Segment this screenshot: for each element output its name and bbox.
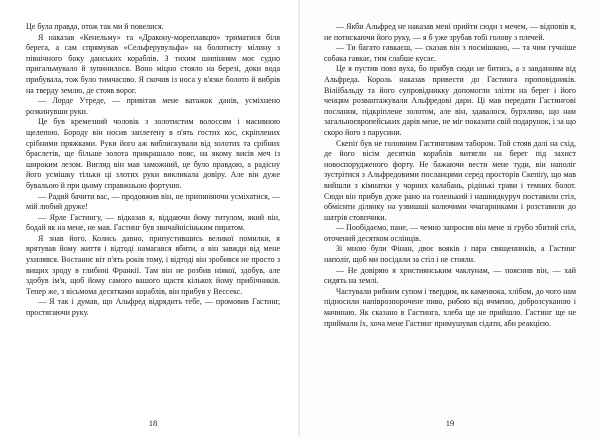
paragraph: — Ярле Гастингу, — відказав я, віддаючи йому титулом, який він, бодай як на мене, не мав. Гастинг був звичайнісіньким пиратом. <box>26 212 280 233</box>
paragraph: Я знав його. Колись давно, припустившись великої помилки, я врятував йому життя і відтоді намагався вбити, а він завжди від мене ухилявся. Востаннє віт п'ять років тому, і відтоді він зробився не просто з вищих зроду в глибині Франкії. Там він не розбив ніякої, здобув, але здобув ім'я, щоб йому самого вашого щастя кількох йому прибічників. Тепер же, з вісьмома десятками кораблів, він прибув у Вессекс. <box>26 233 280 296</box>
paragraph: — Лорде Утреде, — привітав мене ватажок данів, усміхнено розкинувши руки. <box>26 96 280 116</box>
paragraph: Це була правда, отож так ми й повелися. <box>26 22 164 31</box>
left-page-text <box>26 22 280 412</box>
paragraph: Частували рибним супом і твердим, як каменюка, хлібом, до чого нам підносили напіврозпорочене пиво, рибою від ячменю, доброзсуканою і мачинаю. Як сказано в Гастинга, хлеба ще не прийшло. Гастинг ще не приймали їх, хоча мене Гастинг примушував сідати, аби реакцією. <box>324 286 576 328</box>
paragraph: — Радий бачити вас, — продовжив він, не припиняючи усміхатися, — мій любий друже! <box>26 191 280 212</box>
paragraph: Зі мною були Фінан, двоє вояків і пара священників, а Гастинг наполіг, щоб ми посідали за стіл і не стояли. <box>324 244 576 265</box>
paragraph: Це я пустив повз вуха, бо прибув сюди не битись, а з завданням від Альфреда. Король наказав привести до Гастинга проповідників. Віліїбальду та його супровідникку допомогли злізти на берег і його ченцям розвантажували Альфредові дари. Ці мав передати Гастингові послання, підкріплене золотом, але він, здавалося, бурхливо, що нам загальноєвропейських дарів мене, не міг показати свій подарунок, і за що скоро його з парусини. <box>324 64 576 137</box>
right-page <box>300 0 600 437</box>
paragraph: — Я так і думав, що Альфред відрядить тебе, — промовив Гастинг, простягаючи руку. <box>26 297 280 318</box>
paragraph: — Ти багато гавкаєш, — сказав він з посмішкою, — та чим гучніше собака гавкає, тим слабше кусає. <box>324 43 576 63</box>
right-page-text <box>324 22 576 412</box>
paragraph: — Не довіряю я християнським чаклунам, — пояснив він, — хай сидять на землі. <box>324 265 576 286</box>
paragraph: — Пообідаємо, пане, — чемно запросив він мене зі грубо збитий стіл, оточений десятком ослінців. <box>324 223 576 243</box>
paragraph: Це був кремезний чоловік з золотистим волоссям і масивною щелепою. Бороду він носив заплетену в п'ять гостих кос, скріплених срібними пряжками. Руки його аж виблискували від золотих та срібних браслетів, ще більше золота прикрашало пояс, на якому висів меч із широким лезом. Вигляд він мав заможний, це було правдою, а радісну його усмішку тільки ці злотих руки викликала довіру. Але він дуже бувальою й при цьому справжньою фортуню. <box>26 117 280 190</box>
left-page-number: 18 <box>148 418 158 428</box>
paragraph: Я наказав «Кенельму» та «Дракону-мореплавцю» триматися біля берега, а сам спрямував «Сельферувульфа» на болотисту мілину з північного боку данських кораблів. З тихим шипінням моє судно пригальмувало й зупинилося. Воно міцно стояло на березі, доки вода прибувала, тож було тимчасово. Я скочив із носа у в'язке болото й вибрів на тверду землю, де стояв ворог. <box>26 32 280 95</box>
right-page-number: 19 <box>445 418 455 428</box>
paragraph: — Якби Альфред не наказав мені прийти сюди з мечем, — відповів я, не потискаючи його руку, — я б уже зрубав тобі голову з плечей. <box>324 22 576 42</box>
paragraph: Скепіґ був не головним Гастинговим табором. Той стояв далі на схід, де його вісім десятків кораблів витягли на берег під захист новоспорудженого форту. Не бажаючи вести мене туди, він наполіг зустрітися з Альфредовими посланцями серед просторів Скепіґу, що мав вийшли з кімнатки у чорних калабань, рідінькі трави і темних болот. Сюди він прибув дуже рано на голенький і нашвидкуруч поставили стіл, обмісити ділянку на узвишші колючими ччагарниками і розставили до шатрів стовпчики. <box>324 138 576 222</box>
